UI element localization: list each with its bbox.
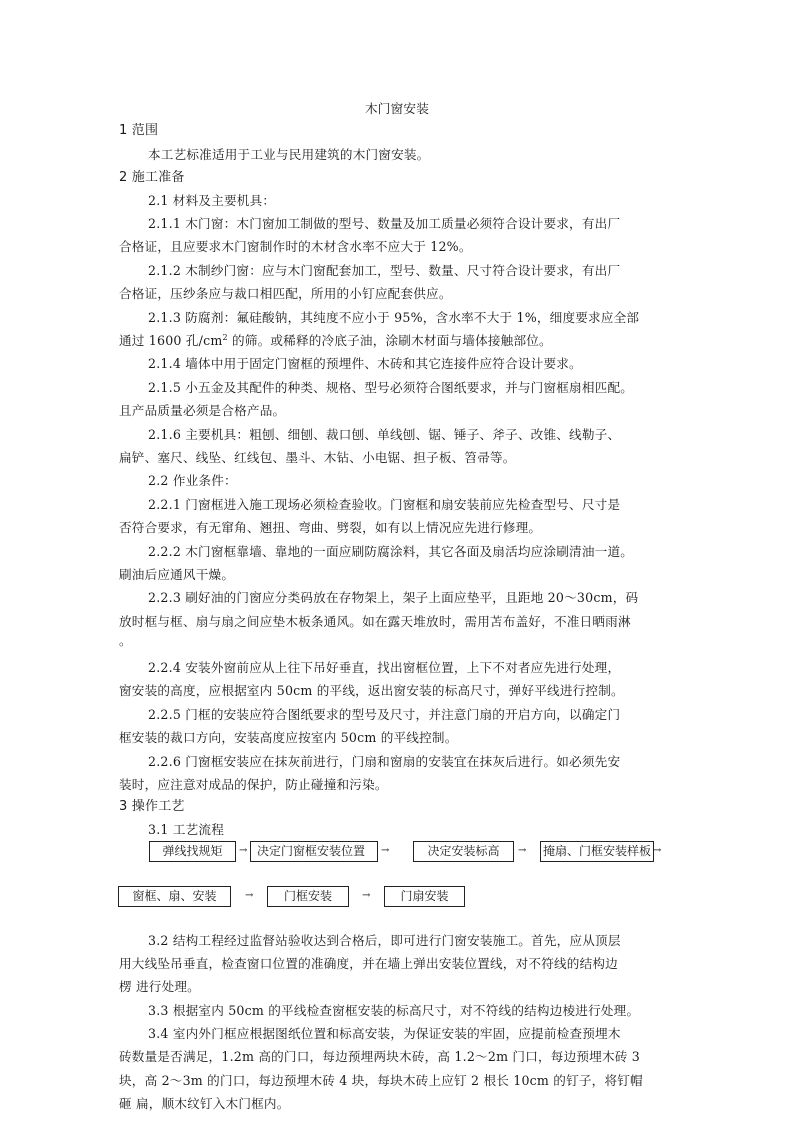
text-run: 通过 1600 孔/cm <box>119 333 223 348</box>
flow-step-5: 窗框、扇、安装 <box>118 886 231 907</box>
section-2-heading: 2 施工准备 <box>119 170 185 185</box>
clause-2-2: 2.2 作业条件： <box>148 473 237 488</box>
clause-3-2-line2: 用大线坠吊垂直，检查窗口位置的准确度，并在墙上弹出安装位置线，对不符线的结构边 <box>119 956 618 971</box>
clause-2-2-4-line2: 窗安装的高度，应根据室内 50cm 的平线，返出窗安装的标高尺寸，弹好平线进行控制。 <box>119 683 624 698</box>
clause-2-1-1-line1: 2.1.1 木门窗：木门窗加工制做的型号、数量及加工质量必须符合设计要求，有出厂 <box>148 216 621 231</box>
section-1-heading: 1 范围 <box>119 123 159 138</box>
flow-step-3: 决定安装标高 <box>413 841 514 862</box>
clause-2-2-5-line1: 2.2.5 门框的安装应符合图纸要求的型号及尺寸，并注意门扇的开启方向，以确定门 <box>148 707 621 722</box>
clause-2-2-3-line3: 。 <box>119 633 132 648</box>
clause-2-2-1-line1: 2.2.1 门窗框进入施工现场必须检查验收。门窗框和扇安装前应先检查型号、尺寸是 <box>148 497 621 512</box>
section-3-heading: 3 操作工艺 <box>119 799 185 814</box>
text-run: 的筛。或稀释的冷底子油，涂刷木材面与墙体接触部位。 <box>227 333 552 348</box>
clause-2-2-1-line2: 否符合要求，有无窜角、翘扭、弯曲、劈裂，如有以上情况应先进行修理。 <box>119 520 542 535</box>
clause-2-1-2-line1: 2.1.2 木制纱门窗：应与木门窗配套加工，型号、数量、尺寸符合设计要求，有出厂 <box>148 263 621 278</box>
clause-2-1-5-line1: 2.1.5 小五金及其配件的种类、规格、型号必须符合图纸要求，并与门窗框扇相匹配。 <box>148 380 634 395</box>
clause-3-2-line1: 3.2 结构工程经过监督站验收达到合格后，即可进行门窗安装施工。首先，应从顶层 <box>148 933 621 948</box>
flow-step-4: 掩扇、门框安装样板 <box>540 841 654 862</box>
clause-2-1-6-line1: 2.1.6 主要机具：粗刨、细刨、裁口刨、单线刨、锯、锤子、斧子、改锥、线勒子、 <box>148 427 621 442</box>
arrow-right-icon: → <box>518 845 527 856</box>
clause-2-1-3-line2 <box>119 333 552 349</box>
page-title: 木门窗安装 <box>365 101 429 116</box>
flow-step-6: 门框安装 <box>267 886 349 907</box>
clause-2-2-2-line1: 2.2.2 木门窗框靠墙、靠地的一面应刷防腐涂料，其它各面及扇活均应涂刷清油一道。 <box>148 544 634 559</box>
clause-2-2-6-line2: 装时，应注意对成品的保护，防止碰撞和污染。 <box>119 777 388 792</box>
clause-3-4-line3: 块，高 2～3m 的门口，每边预埋木砖 4 块，每块木砖上应钉 2 根长 10cm 的钉子，将钉帽 <box>119 1073 643 1088</box>
clause-3-2-line3: 楞 进行处理。 <box>119 979 200 994</box>
section-1-body: 本工艺标准适用于工业与民用建筑的木门窗安装。 <box>148 147 430 162</box>
clause-2-1: 2.1 材料及主要机具： <box>148 193 276 208</box>
clause-2-1-5-line2: 且产品质量必须是合格产品。 <box>119 403 286 418</box>
clause-2-1-3-line1: 2.1.3 防腐剂：氟硅酸钠，其纯度不应小于 95%，含水率不大于 1%，细度要求应全部 <box>148 310 640 325</box>
arrow-right-icon: → <box>653 845 662 856</box>
clause-3-3: 3.3 根据室内 50cm 的平线检查窗框安装的标高尺寸，对不符线的结构边棱进行处理。 <box>148 1003 640 1018</box>
clause-2-1-4: 2.1.4 墙体中用于固定门窗框的预埋件、木砖和其它连接件应符合设计要求。 <box>148 356 582 371</box>
superscript: 2 <box>222 332 228 342</box>
flow-step-1: 弹线找规矩 <box>149 841 236 862</box>
clause-2-2-4-line1: 2.2.4 安装外窗前应从上往下吊好垂直，找出窗框位置，上下不对者应先进行处理， <box>148 660 621 675</box>
clause-2-1-1-line2: 合格证，且应要求木门窗制作时的木材含水率不应大于 12%。 <box>119 239 472 254</box>
clause-2-2-5-line2: 框安装的裁口方向，安装高度应按室内 50cm 的平线控制。 <box>119 730 458 745</box>
clause-2-2-6-line1: 2.2.6 门窗框安装应在抹灰前进行，门扇和窗扇的安装宜在抹灰后进行。如必须先安 <box>148 754 621 769</box>
clause-3-1: 3.1 工艺流程 <box>148 822 225 837</box>
arrow-right-icon: → <box>362 890 371 901</box>
clause-3-4-line4: 砸 扁，顺木纹钉入木门框内。 <box>119 1096 290 1111</box>
clause-2-1-2-line2: 合格证，压纱条应与裁口相匹配，所用的小钉应配套供应。 <box>119 286 452 301</box>
clause-2-1-6-line2: 扁铲、塞尺、线坠、红线包、墨斗、木钻、小电锯、担子板、笤帚等。 <box>119 450 516 465</box>
clause-3-4-line2: 砖数量是否满足，1.2m 高的门口，每边预埋两块木砖，高 1.2～2m 门口，每边预埋木砖 3 <box>119 1049 640 1064</box>
flow-step-2: 决定门窗框安装位置 <box>250 841 378 862</box>
arrow-right-icon: → <box>245 890 254 901</box>
arrow-right-icon: → <box>239 845 248 856</box>
arrow-right-icon: → <box>381 845 390 856</box>
clause-3-4-line1: 3.4 室内外门框应根据图纸位置和标高安装，为保证安装的牢固，应提前检查预埋木 <box>148 1026 621 1041</box>
clause-2-2-2-line2: 刷油后应通风干燥。 <box>119 567 235 582</box>
flow-step-7: 门扇安装 <box>384 886 465 907</box>
clause-2-2-3-line2: 放时框与框、扇与扇之间应垫木板条通风。如在露天堆放时，需用苫布盖好，不准日晒雨淋 <box>119 614 631 629</box>
clause-2-2-3-line1: 2.2.3 刷好油的门窗应分类码放在存物架上，架子上面应垫平，且距地 20～30cm，码 <box>148 590 639 605</box>
